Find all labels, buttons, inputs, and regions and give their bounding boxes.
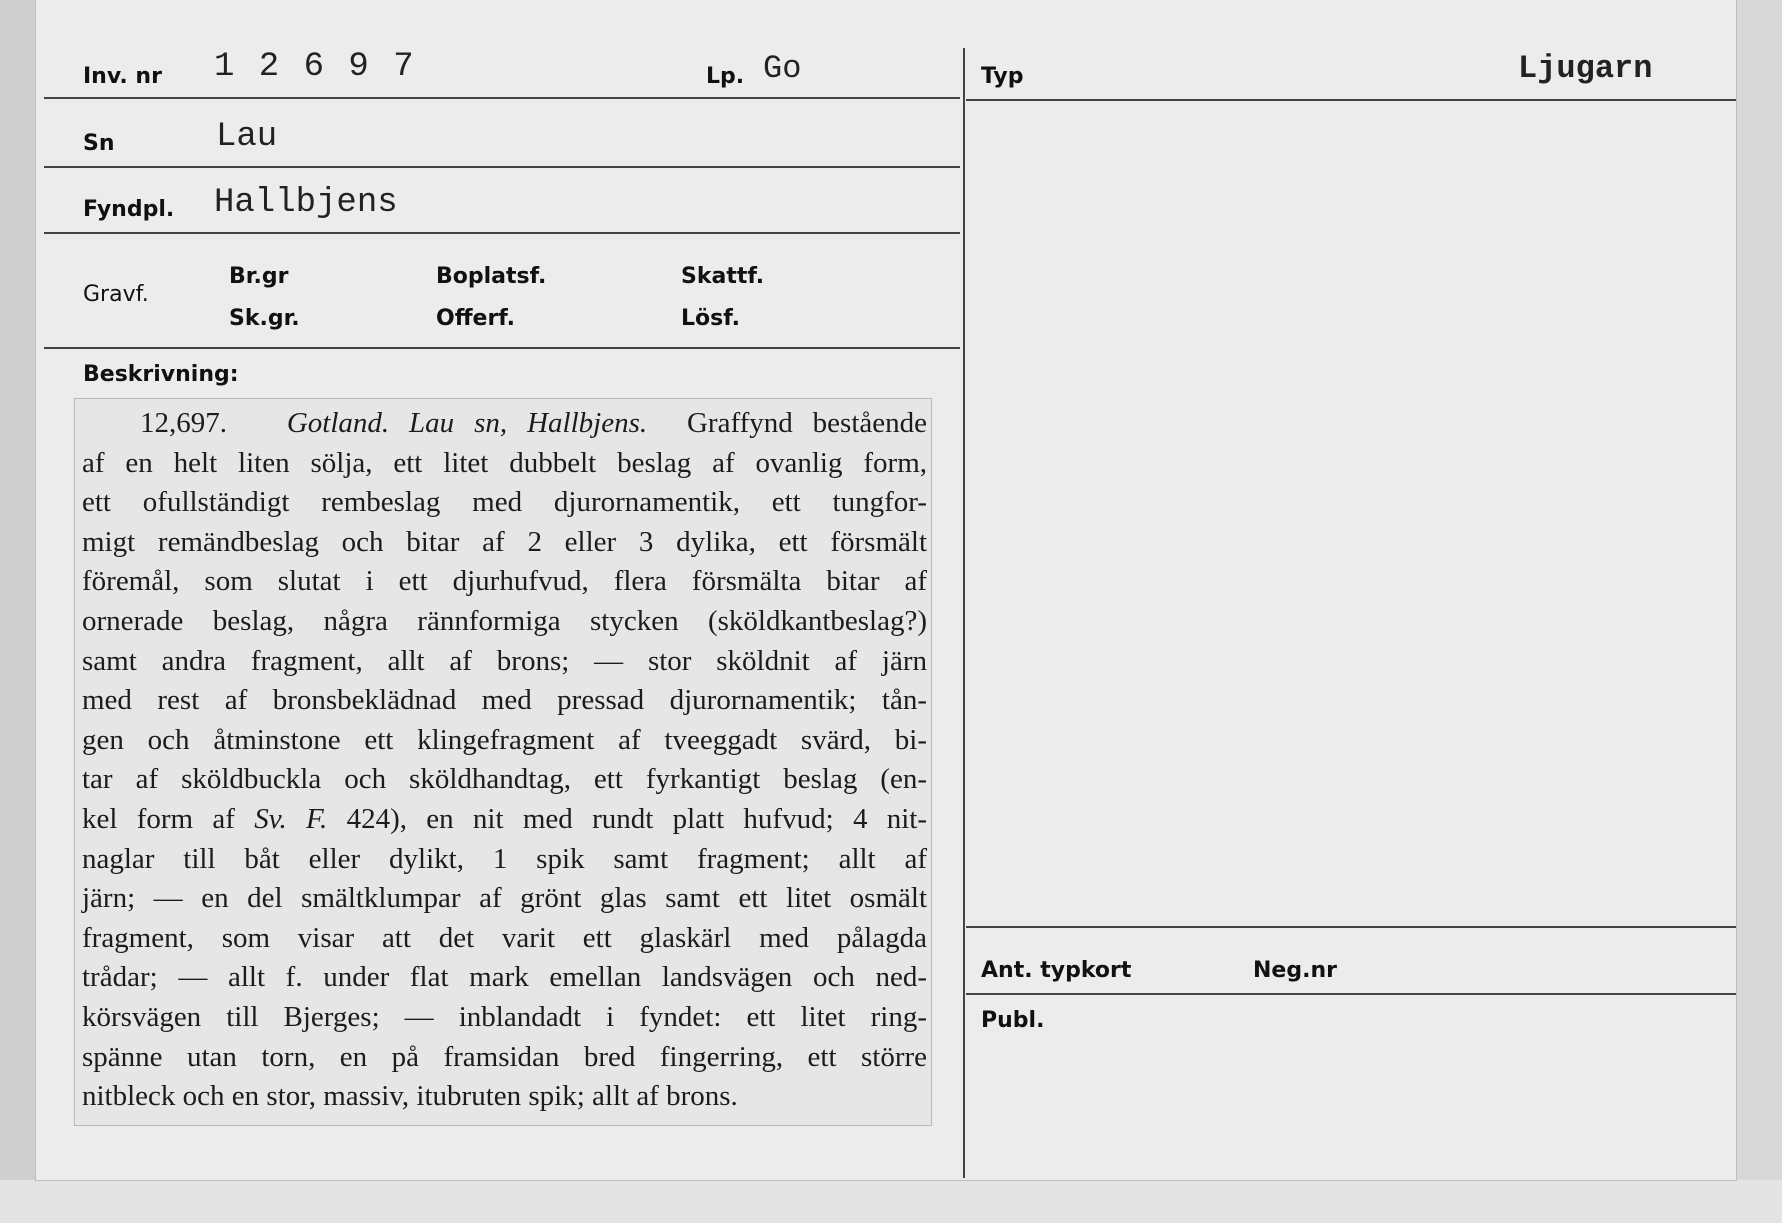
rule-row3 — [44, 232, 960, 234]
description-line: samt andra fragment, allt af brons; — stor sköldnit af järn — [82, 644, 927, 677]
neg-nr-label: Neg.nr — [1253, 958, 1337, 983]
description-line12-b: 424), en nit med rundt platt hufvud; 4 nit- — [346, 802, 928, 835]
rule-ant-bottom — [966, 993, 1736, 995]
typ-value: Ljugarn — [1518, 50, 1653, 87]
beskrivning-label: Beskrivning: — [83, 362, 239, 387]
description-line: migt remändbeslag och bitar af 2 eller 3 dylika, ett försmält — [82, 525, 927, 558]
rule-row1 — [44, 97, 960, 99]
publ-label: Publ. — [981, 1008, 1045, 1033]
rule-ant-top — [966, 926, 1736, 928]
description-place: Gotland. Lau sn, Hallbjens. — [286, 407, 648, 439]
description-number: 12,697. — [140, 407, 227, 439]
inv-nr-value: 1 2 6 9 7 — [214, 48, 416, 86]
sn-label: Sn — [83, 131, 115, 156]
skattf-label: Skattf. — [681, 264, 765, 289]
fyndpl-value: Hallbjens — [214, 184, 398, 222]
description-line: spänne utan torn, en på framsidan bred fingerring, ett större — [82, 1040, 927, 1073]
background-edge-right — [1736, 0, 1782, 1223]
description-line — [82, 800, 927, 840]
inv-nr-label: Inv. nr — [83, 64, 162, 89]
description-line: ornerade beslag, några rännformiga stycken (sköldkantbeslag?) — [82, 604, 927, 637]
description-line: naglar till båt eller dylikt, 1 spik samt fragment; allt af — [82, 842, 927, 875]
description-line: föremål, som slutat i ett djurhufvud, flera försmälta bitar af — [82, 565, 927, 598]
lp-value: Go — [763, 50, 802, 87]
ant-typkort-label: Ant. typkort — [981, 958, 1132, 983]
lp-label: Lp. — [706, 64, 745, 89]
offerf-label: Offerf. — [436, 306, 516, 331]
brgr-label: Br.gr — [229, 264, 289, 289]
fyndpl-label: Fyndpl. — [83, 197, 175, 222]
description-line12-a: kel form af — [82, 802, 235, 835]
typ-label: Typ — [981, 64, 1024, 89]
losf-label: Lösf. — [681, 306, 740, 331]
rule-row4 — [44, 347, 960, 349]
skgr-label: Sk.gr. — [229, 306, 300, 331]
sn-value: Lau — [216, 118, 278, 156]
description-line1-rest: Graffynd bestående — [686, 407, 928, 439]
description-line: af en helt liten sölja, ett litet dubbelt beslag af ovanlig form, — [82, 446, 927, 479]
description-line — [82, 404, 927, 444]
description-line: med rest af bronsbeklädnad med pressad djurornamentik; tån- — [82, 684, 927, 717]
column-divider — [963, 48, 965, 1178]
description-line: trådar; — allt f. under flat mark emellan landsvägen och ned- — [82, 961, 927, 994]
rule-typ — [966, 99, 1736, 101]
boplatsf-label: Boplatsf. — [436, 264, 547, 289]
description-line: nitbleck och en stor, massiv, itubruten spik; allt af brons. — [82, 1080, 738, 1113]
description-line: fragment, som visar att det varit ett glaskärl med pålagda — [82, 921, 927, 954]
description-line: järn; — en del smältklumpar af grönt glas samt ett litet osmält — [82, 882, 927, 915]
description-line: tar af sköldbuckla och sköldhandtag, ett fyrkantigt beslag (en- — [82, 763, 927, 796]
description-line: körsvägen till Bjerges; — inblandadt i fyndet: ett litet ring- — [82, 1000, 927, 1033]
rule-row2 — [44, 166, 960, 168]
description-ref: Sv. F. — [254, 802, 328, 835]
description-line: gen och åtminstone ett klingefragment af tveeggadt svärd, bi- — [82, 723, 927, 756]
description-text — [82, 404, 927, 1117]
background-edge-bottom — [0, 1180, 1782, 1223]
gravf-label: Gravf. — [83, 282, 149, 307]
description-line: ett ofullständigt rembeslag med djurornamentik, ett tungfor- — [82, 486, 927, 519]
